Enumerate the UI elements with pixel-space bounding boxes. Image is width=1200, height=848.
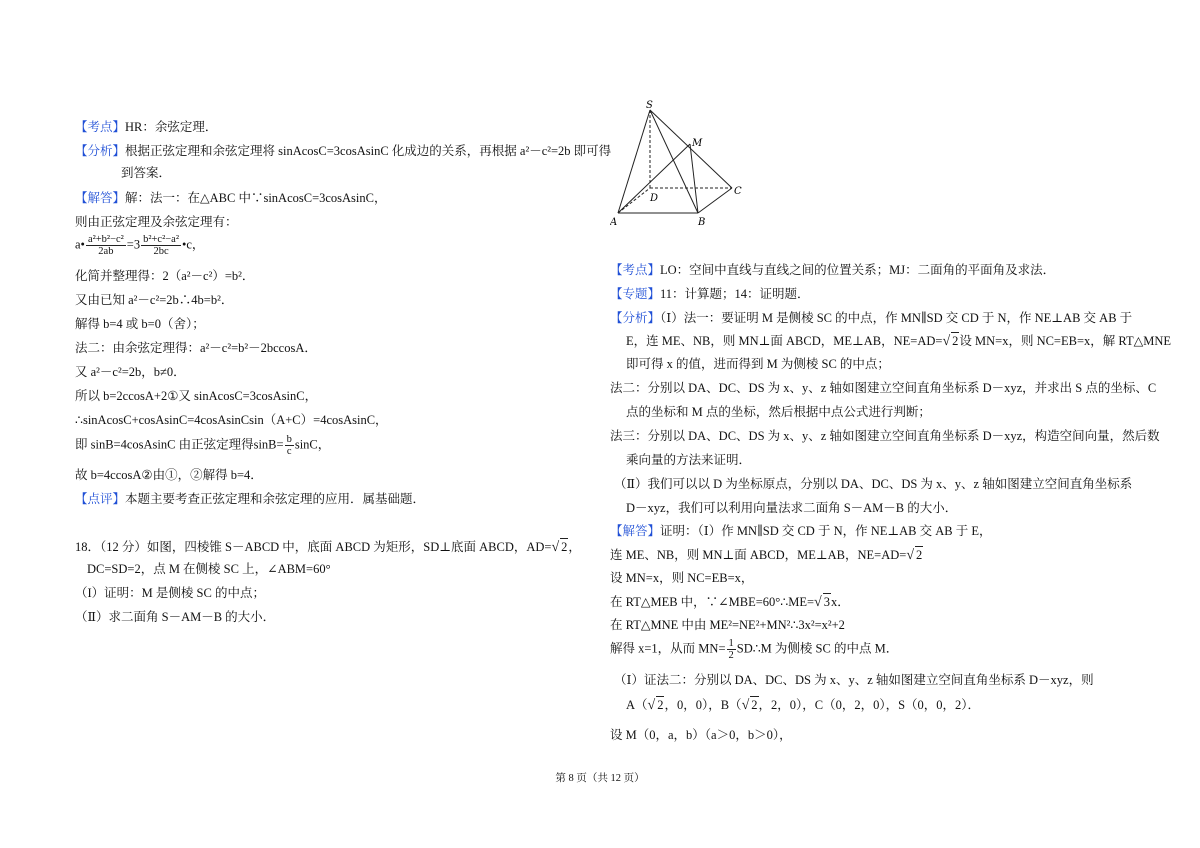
kaodian-line bbox=[75, 119, 217, 135]
r-kaodian-line bbox=[610, 262, 1055, 278]
fenxi-text-1: 根据正弦定理和余弦定理将 sinAcosC=3cosAsinC 化成边的关系，再根据 a²－c²=2b 即可得 bbox=[125, 144, 612, 158]
label-c: C bbox=[734, 186, 742, 197]
fenxi-text-2: 到答案． bbox=[121, 166, 172, 180]
q18-part-1: （I）证明：M 是侧棱 SC 的中点； bbox=[75, 586, 265, 600]
solve-line: 解得 b=4 或 b=0（舍）； bbox=[75, 317, 205, 331]
fraction-2-den: 2bc bbox=[153, 246, 169, 257]
r-sol-den: 2 bbox=[728, 650, 734, 661]
r-coord-line bbox=[626, 696, 980, 714]
fraction-1-den: 2ab bbox=[98, 246, 114, 257]
r-m-line: 设 M（0，a，b）（a＞0，b＞0）， bbox=[610, 728, 792, 742]
r-zhuanti-line bbox=[610, 286, 810, 302]
r-fenxi-line-2 bbox=[626, 332, 1171, 350]
r-rt2-line: 在 RT△MNE 中由 ME²=NE²+MN²∴3x²=x²+2 bbox=[610, 618, 845, 632]
label-a: A bbox=[610, 217, 618, 228]
sinb-rhs: sinC， bbox=[294, 437, 331, 452]
r-method2-line-1: 法二：分别以 DA、DC、DS 为 x、y、z 轴如图建立空间直角坐标系 D－xyz，并求出 S 点的坐标、C bbox=[610, 381, 1157, 395]
r-sol-post: SD∴M 为侧棱 SC 的中点 M． bbox=[736, 641, 899, 656]
label-b: B bbox=[698, 217, 706, 228]
simplify-line: 化简并整理得：2（a²－c²）=b²． bbox=[75, 269, 255, 283]
fraction-2-num: b²+c²−a² bbox=[143, 234, 179, 245]
r-fenxi-text-2: E，连 ME、NB，则 MN⊥面 ABCD，ME⊥AB，NE=AD= bbox=[626, 334, 943, 348]
formula-a: a• bbox=[75, 237, 85, 252]
label-d: D bbox=[650, 193, 659, 204]
q18-sqrt: 2 bbox=[561, 540, 568, 554]
q18-line-1 bbox=[75, 538, 581, 556]
r-fenxi-text-2-post: 设 MN=x，则 NC=EB=x，解 RT△MNE bbox=[959, 334, 1171, 348]
jieda-line bbox=[75, 190, 387, 206]
dianping-text: 本题主要考查正弦定理和余弦定理的应用．属基础题． bbox=[125, 492, 426, 506]
r-fenxi-line bbox=[610, 310, 1132, 326]
sinb-pre: 即 sinB=4cosAsinC 由正弦定理得 bbox=[75, 437, 254, 452]
sinb-lhs: sinB= bbox=[253, 437, 284, 452]
thus-line: 故 b=4ccosA②由①，②解得 b=4． bbox=[75, 468, 263, 482]
r-jieda-text-1: 证明：（Ⅰ）作 MN∥SD 交 CD 于 N，作 NE⊥AB 交 AB 于 E， bbox=[660, 524, 992, 538]
r-method2-line-2: 点的坐标和 M 点的坐标，然后根据中点公式进行判断； bbox=[626, 405, 931, 419]
q18-line-2: DC=SD=2，点 M 在侧棱 SC 上，∠ABM=60° bbox=[87, 562, 331, 576]
r-rt1-text: 在 RT△MEB 中，∵∠MBE=60°∴ME= bbox=[610, 595, 815, 609]
formula-eq: =3 bbox=[126, 237, 141, 252]
dianping-line bbox=[75, 491, 425, 507]
r-coord-b-sqrt: 2 bbox=[751, 698, 758, 712]
label-s: S bbox=[646, 100, 653, 111]
r-rt1-line bbox=[610, 593, 850, 611]
r-coord-a-sqrt: 2 bbox=[657, 698, 664, 712]
then-line: 则由正弦定理及余弦定理有： bbox=[75, 215, 238, 229]
r-coord-b-post: ，2，0），C（0，2，0），S（0，0，2）． bbox=[758, 698, 981, 712]
r-jieda-line bbox=[610, 523, 992, 539]
r-sol-line bbox=[610, 638, 898, 661]
sqrt-icon: √ bbox=[647, 698, 656, 713]
r-set-line: 设 MN=x，则 NC=EB=x， bbox=[610, 571, 754, 585]
sqrt-icon: √ bbox=[814, 595, 822, 610]
r-part2-line-2: D－xyz，我们可以利用向量法求二面角 S－AM－B 的大小． bbox=[626, 501, 958, 515]
fenxi-line bbox=[75, 143, 611, 159]
so-line: 所以 b=2ccosA+2①又 sinAcosC=3cosAsinC， bbox=[75, 389, 318, 403]
pyramid-figure bbox=[610, 98, 760, 228]
fraction-1-num: a²+b²−c² bbox=[87, 234, 124, 245]
r-jieda-text-2: 连 ME、NB，则 MN⊥面 ABCD，ME⊥AB，NE=AD= bbox=[610, 548, 907, 562]
label-m: M bbox=[692, 138, 703, 149]
r-jieda-sqrt: 2 bbox=[916, 548, 923, 562]
sqrt-icon: √ bbox=[906, 548, 914, 563]
formula-end: •c， bbox=[181, 237, 205, 252]
r-method3-line-1: 法三：分别以 DA、DC、DS 为 x、y、z 轴如图建立空间直角坐标系 D－xyz，构造空间向量，然后数 bbox=[610, 429, 1160, 443]
known-line: 又由已知 a²－c²=2b∴4b=b²． bbox=[75, 293, 234, 307]
sinb-fraction bbox=[285, 434, 294, 457]
fraction-2 bbox=[141, 234, 181, 257]
therefore-line: ∴sinAcosC+cosAsinC=4cosAsinCsin（A+C）=4cosAsinC， bbox=[75, 413, 388, 427]
r-rt1-sqrt: 3 bbox=[823, 595, 830, 609]
q18-text-1-post: ， bbox=[568, 540, 581, 554]
r-jieda-line-2 bbox=[610, 546, 923, 564]
r-part2-line-1: （Ⅱ）我们可以以 D 为坐标原点，分别以 DA、DC、DS 为 x、y、z 轴如图建立空间直角坐标系 bbox=[614, 477, 1133, 491]
r-coord-a-post: ，0，0），B（ bbox=[664, 698, 742, 712]
jieda-text-1: 解：法一：在△ABC 中∵sinAcosC=3cosAsinC， bbox=[125, 191, 387, 205]
r-zhuanti-text: 11：计算题；14：证明题． bbox=[660, 287, 810, 301]
r-fenxi-text-1: （Ⅰ）法一：要证明 M 是侧棱 SC 的中点，作 MN∥SD 交 CD 于 N，作 NE⊥AB 交 AB 于 bbox=[660, 311, 1133, 325]
q18-text-1: 18．（12 分）如图，四棱锥 S－ABCD 中，底面 ABCD 为矩形，SD⊥底面 ABCD，AD= bbox=[75, 540, 552, 554]
page-footer: 第 8 页（共 12 页） bbox=[555, 773, 645, 784]
r-method3-line-2: 乘向量的方法来证明． bbox=[626, 453, 752, 467]
sqrt-icon: √ bbox=[942, 334, 951, 349]
q18-part-2: （Ⅱ）求二面角 S－AM－B 的大小． bbox=[75, 610, 276, 624]
r-sol-text: 解得 x=1，从而 MN= bbox=[610, 641, 726, 656]
r-jieda-tag: 【解答】 bbox=[610, 524, 661, 538]
fenxi-tag: 【分析】 bbox=[75, 144, 126, 158]
r-kaodian-text: LO：空间中直线与直线之间的位置关系；MJ：二面角的平面角及求法． bbox=[660, 263, 1056, 277]
kaodian-text: HR：余弦定理． bbox=[125, 120, 218, 134]
r-sol-fraction bbox=[727, 638, 736, 661]
r-sol-num: 1 bbox=[728, 638, 734, 649]
fraction-1 bbox=[86, 234, 126, 257]
sqrt-icon: √ bbox=[551, 540, 560, 555]
jieda-tag: 【解答】 bbox=[75, 191, 126, 205]
sinb-line bbox=[75, 434, 330, 457]
sinb-den: c bbox=[286, 446, 292, 457]
r-rt1-post: x． bbox=[830, 595, 850, 609]
r-fenxi-tag: 【分析】 bbox=[610, 311, 661, 325]
method2-line: 法二：由余弦定理得：a²－c²=b²－2bccosA． bbox=[75, 341, 317, 355]
r-zhuanti-tag: 【专题】 bbox=[610, 287, 661, 301]
r-fenxi-text-3: 即可得 x 的值，进而得到 M 为侧棱 SC 的中点； bbox=[626, 357, 890, 371]
kaodian-tag: 【考点】 bbox=[75, 120, 126, 134]
r-proof2-line-1: （Ⅰ）证法二：分别以 DA、DC、DS 为 x、y、z 轴如图建立空间直角坐标系 D－xyz，则 bbox=[614, 673, 1094, 687]
also-line: 又 a²－c²=2b，b≠0． bbox=[75, 365, 186, 379]
r-fenxi-sqrt: 2 bbox=[952, 334, 959, 348]
r-kaodian-tag: 【考点】 bbox=[610, 263, 661, 277]
sinb-num: b bbox=[286, 434, 292, 445]
formula-line bbox=[75, 234, 204, 257]
sqrt-icon: √ bbox=[741, 698, 750, 713]
dianping-tag: 【点评】 bbox=[75, 492, 126, 506]
r-coord-a-pre: A（ bbox=[626, 698, 648, 712]
